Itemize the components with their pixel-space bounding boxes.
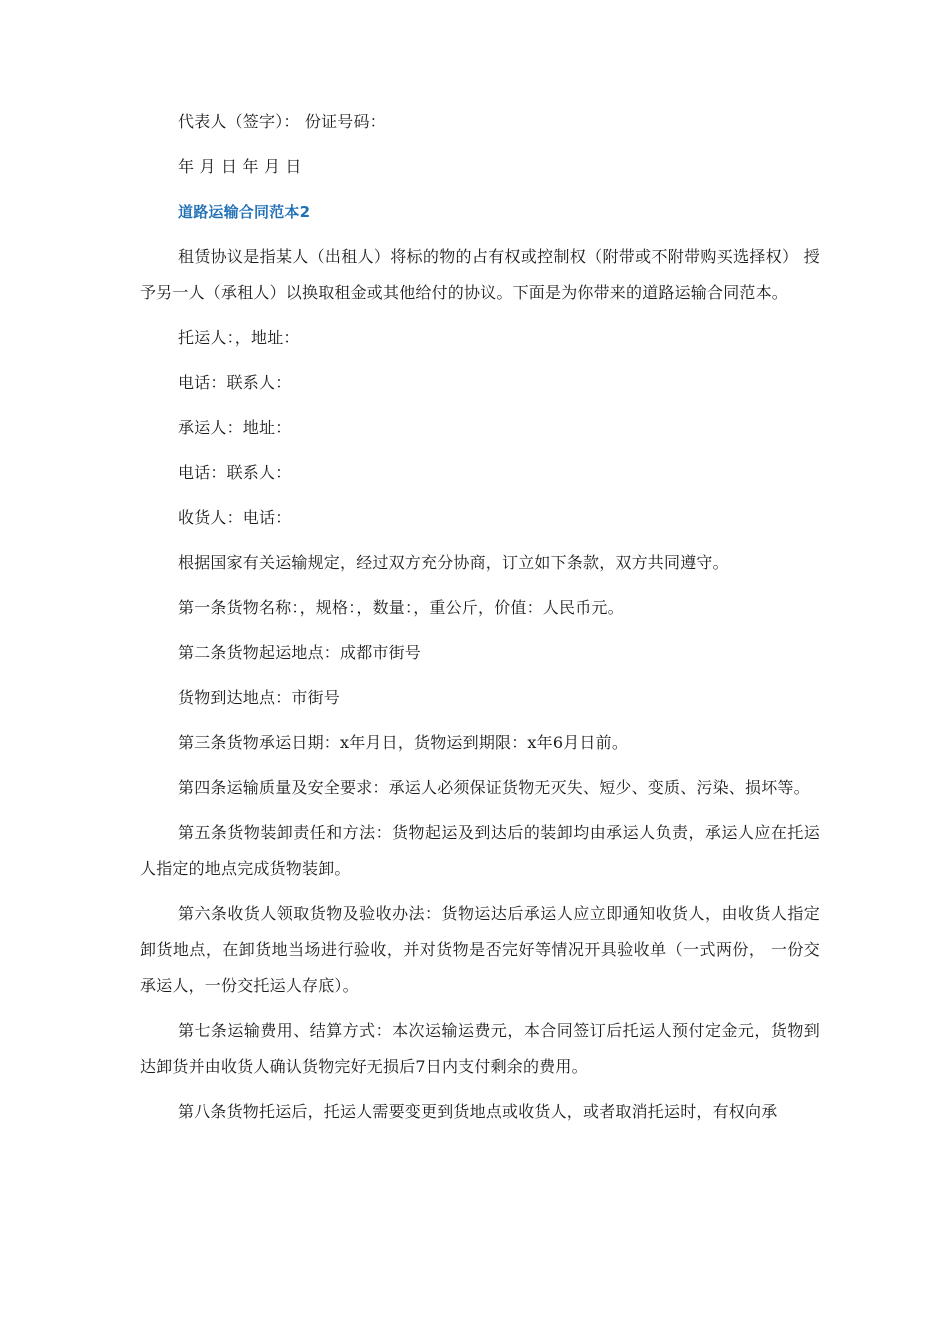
article-4: 第四条运输质量及安全要求：承运人必须保证货物无灭失、短少、变质、污染、损坏等。 <box>178 778 810 797</box>
representative-signature-line: 代表人（签字）： 份证号码： <box>178 112 386 131</box>
carrier-line: 承运人：地址： <box>178 418 292 437</box>
article-6: 第六条收货人领取货物及验收办法：货物运达后承运人应立即通知收货人，由收货人指定卸货地点，在卸货地当场进行验收，并对货物是否完好等情况开具验收单（一式两份， 一份交承运人，一份交托运人存底）。 <box>140 904 820 995</box>
article-1: 第一条货物名称：，规格：，数量：，重公斤，价值：人民币元。 <box>178 598 624 617</box>
shipper-line: 托运人：，地址： <box>178 328 300 347</box>
shipper-contact-line: 电话：联系人： <box>178 373 292 392</box>
consignee-line: 收货人：电话： <box>178 508 292 527</box>
carrier-contact-line: 电话：联系人： <box>178 463 292 482</box>
article-2: 第二条货物起运地点：成都市街号 <box>178 643 422 662</box>
agreement-paragraph: 根据国家有关运输规定，经过双方充分协商，订立如下条款，双方共同遵守。 <box>178 553 729 572</box>
article-7: 第七条运输费用、结算方式：本次运输运费元，本合同签订后托运人预付定金元，货物到达卸货并由收货人确认货物完好无损后7日内支付剩余的费用。 <box>140 1021 820 1076</box>
date-line: 年 月 日 年 月 日 <box>178 157 302 176</box>
arrival-location-line: 货物到达地点：市街号 <box>178 688 341 707</box>
document-page <box>140 104 820 1139</box>
article-5: 第五条货物装卸责任和方法：货物起运及到达后的装卸均由承运人负责，承运人应在托运人指定的地点完成货物装卸。 <box>140 823 820 878</box>
article-8: 第八条货物托运后，托运人需要变更到货地点或收货人，或者取消托运时，有权向承 <box>178 1102 778 1121</box>
section-heading: 道路运输合同范本2 <box>178 203 311 221</box>
intro-paragraph: 租赁协议是指某人（出租人）将标的物的占有权或控制权（附带或不附带购买选择权） 授予另一人（承租人）以换取租金或其他给付的协议。下面是为你带来的道路运输合同范本。 <box>140 247 820 302</box>
article-3: 第三条货物承运日期：x年月日，货物运到期限：x年6月日前。 <box>178 733 629 752</box>
